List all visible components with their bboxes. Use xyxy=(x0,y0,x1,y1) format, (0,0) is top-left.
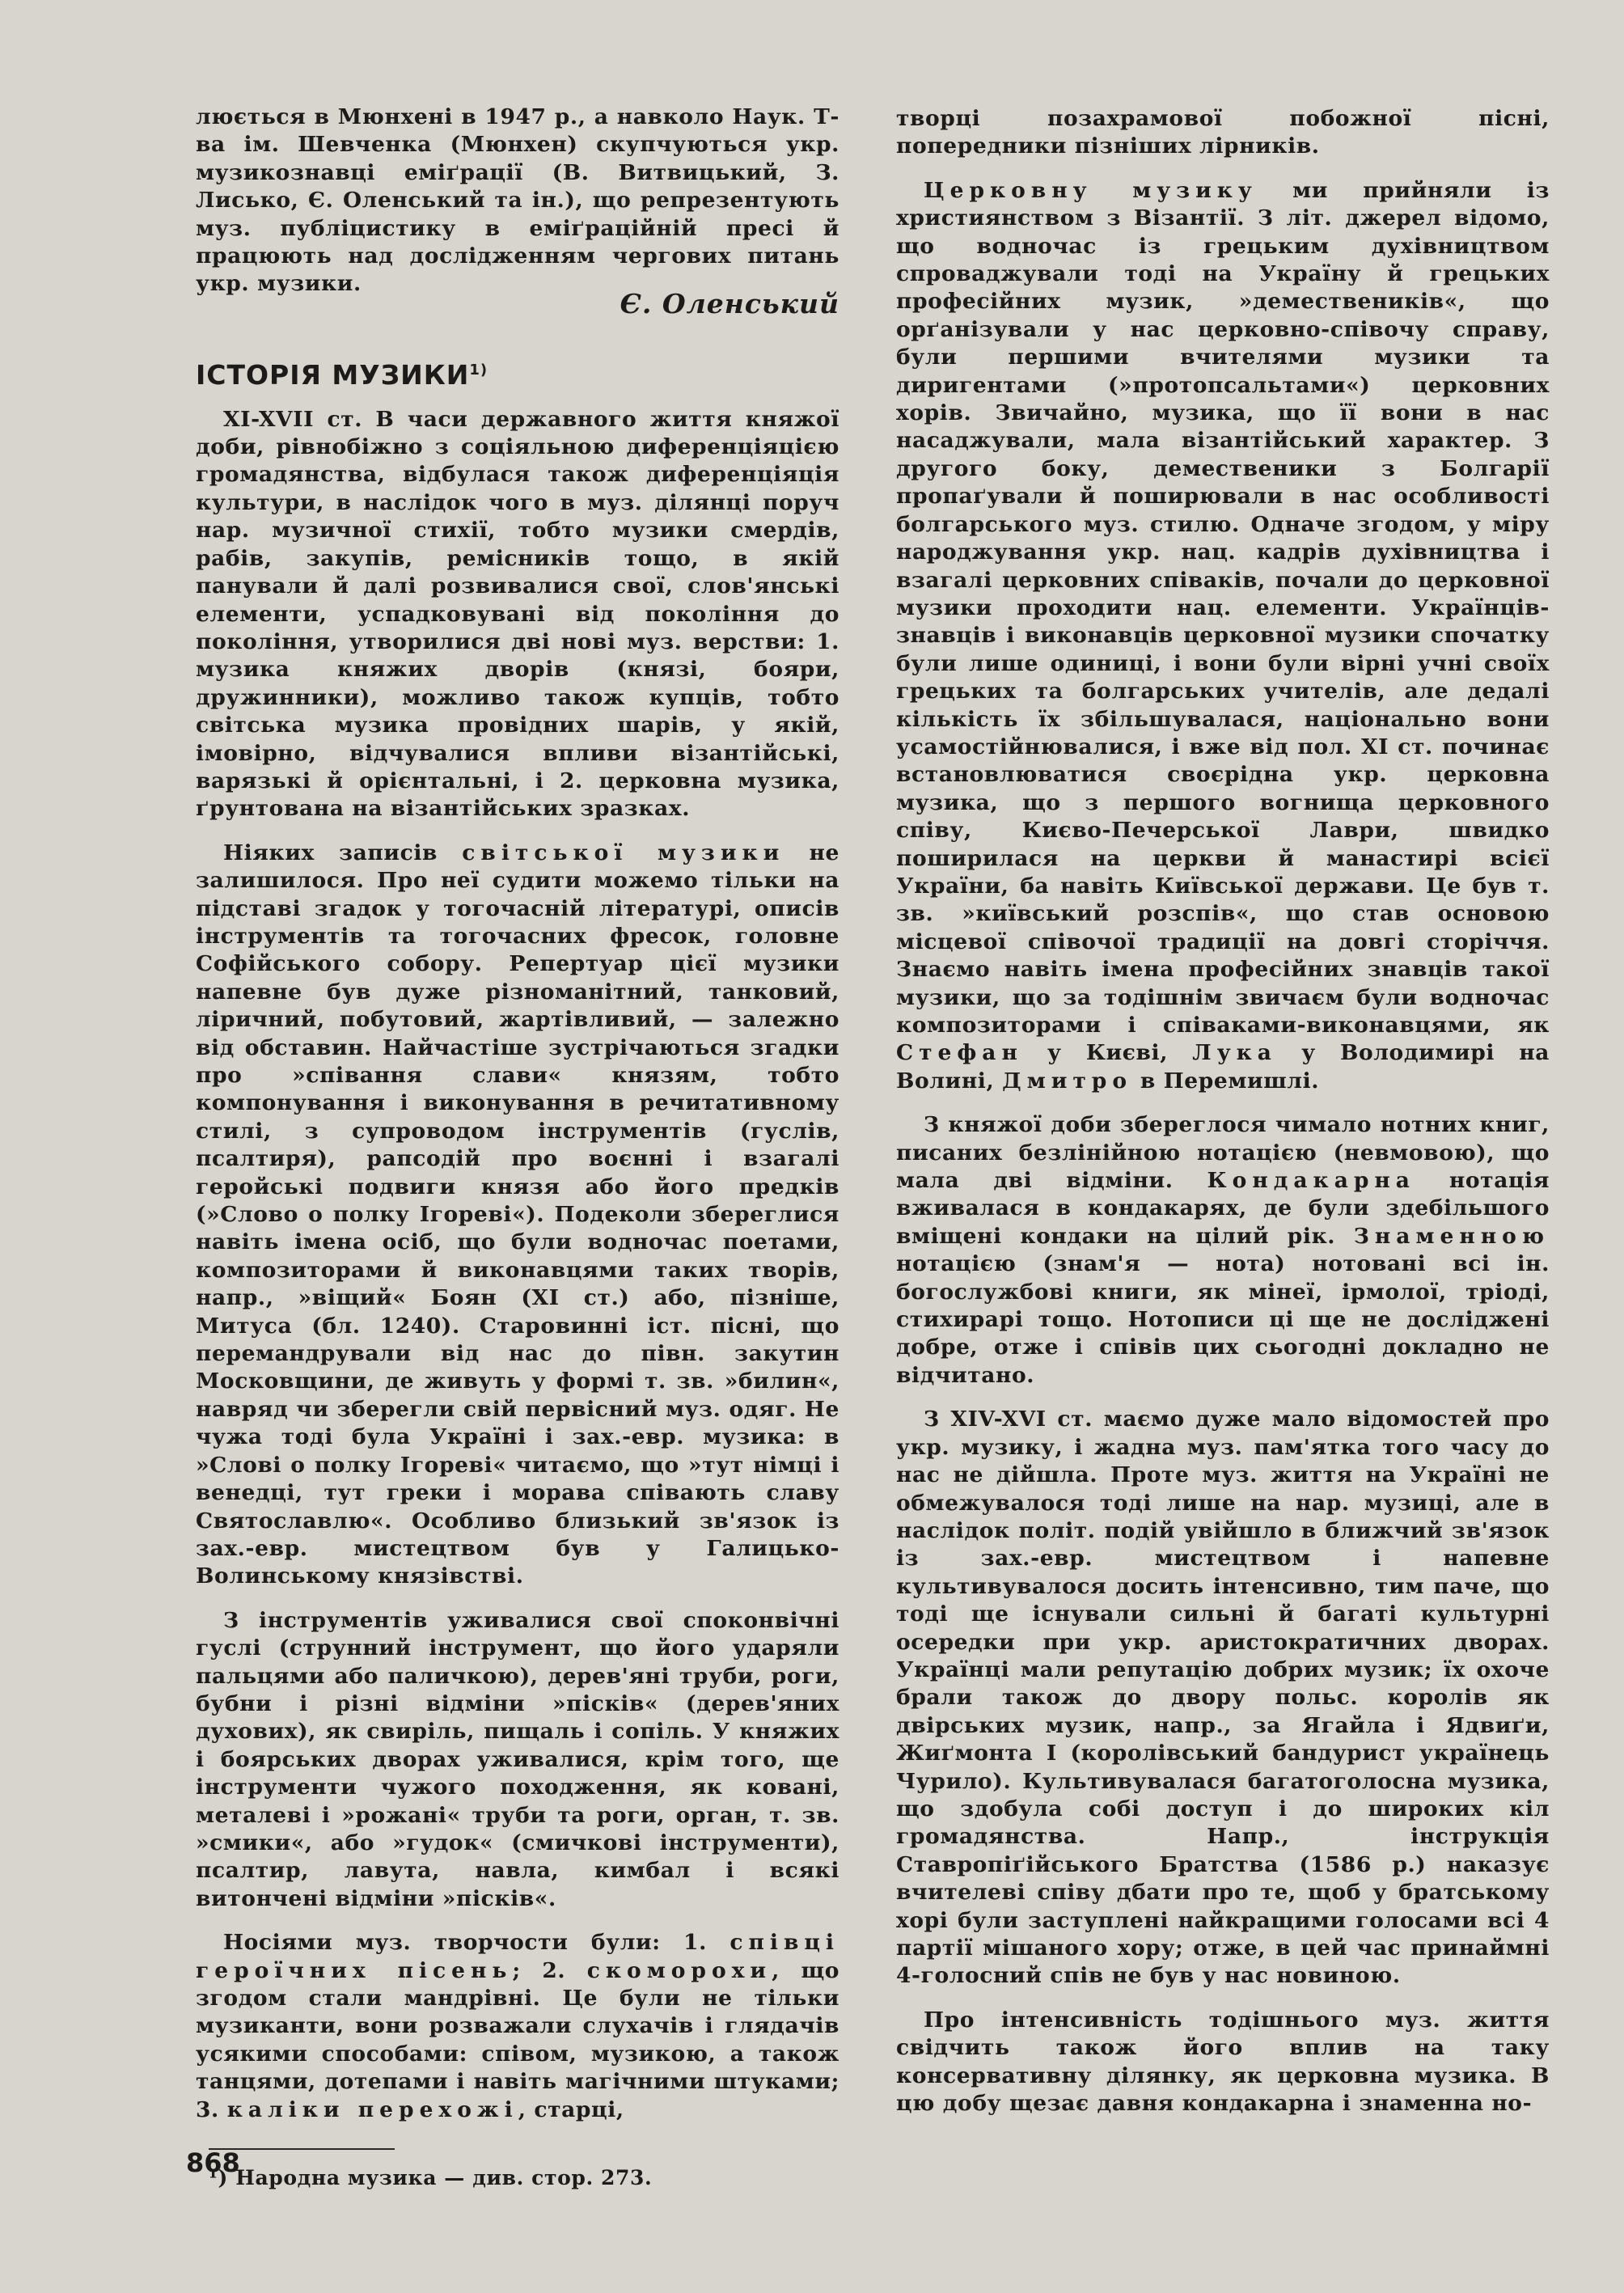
period-lead: XI-XVII ст. xyxy=(223,406,363,432)
left-column xyxy=(196,104,839,2192)
spaced-name: Стефан xyxy=(896,1040,1023,1066)
paragraph-music-bearers: Носіями муз. творчости були: 1. співці героїчних пісень; 2. скоморохи, що згодом стали мандрівні. Це були не тільки музиканти, вони розважали слухачів і глядачів усякими способами: співом, музикою, а також танцями, дотепами і навіть магічними штуками; 3. каліки перехожі, старці, xyxy=(196,1930,840,2122)
section-title-text: ІСТОРІЯ МУЗИКИ xyxy=(196,359,470,391)
footnote-mark: 1) xyxy=(469,362,488,379)
paragraph-intensity: Про інтенсивність тодішнього муз. життя свідчить також його вплив на таку консервативну ділянку, як церковна музика. В цю добу щезає давня кондакарна і знаменна но- xyxy=(896,2007,1550,2117)
footnote: ¹) Народна музика — див. стор. 273. xyxy=(209,2166,653,2190)
paragraph-continuation: творці позахрамової побожної пісні, попередники пізніших лірників. xyxy=(896,106,1550,159)
paragraph-11-17-century: XI-XVII ст. В часи державного життя княжої доби, рівнобіжно з соціяльною диференціяцією громадянства, відбулася також диференціяція культури, в наслідок чого в муз. ділянці поруч нар. музичної стихії, тобто музики смердів, рабів, закупів, ремісників тощо, в якій панували й далі розвивалися свої, слов'янські елементи, успадковувані від покоління до покоління, утворилися дві нові муз. верстви: 1. музика княжих дворів (князі, бояри, дружинники), можливо також купців, тобто світська музика провідних шарів, у якій, імовірно, відчувалися впливи візантійські, варязькі й орієнтальні, і 2. церковна музика, ґрунтована на візантійських зразках. xyxy=(196,406,839,822)
paragraph-secular-music: Ніяких записів світської музики не залишилося. Про неї судити можемо тільки на підставі згадок у тогочасній літературі, описів інструментів та тогочасних фресок, головне Софійського собору. Репертуар цієї музики напевне був дуже різноманітний, танковий, ліричний, побутовий, жартівливий, — залежно від обставин. Найчастіше зустрічаються згадки про »співання слави« князям, тобто компонування і виконування в речитативному стилі, з супроводом інструментів (гуслів, псалтиря), рапсодій про воєнні і взагалі геройські подвиги князя або його предків (»Слово о полку Ігореві«). Подеколи збереглися навіть імена осіб, що були водночас поетами, композиторами й виконавцями таких творів, напр., »віщий« Боян (XI ст.) або, пізніше, Митуса (бл. 1240). Старовинні іст. пісні, що перемандрували від нас до півн. закутин Московщини, де живуть у формі т. зв. »билин«, навряд чи зберегли свій первісний муз. одяг. Не чужа тоді була Україні і зах.-евр. музика: в »Слові о полку Ігореві« читаємо, що »тут німці і венедці, тут греки і морава співають славу Святославлю«. Особливо близький зв'язок із зах.-евр. мистецтвом був у Галицько-Волинському князівстві. xyxy=(196,840,839,1589)
spaced-term: Кондакарна xyxy=(1207,1168,1415,1194)
spaced-term: Церковну музику xyxy=(924,177,1258,203)
section-title xyxy=(196,357,839,389)
period-lead: З XIV-XVI ст. xyxy=(924,1407,1093,1432)
spaced-name: Лука xyxy=(1192,1040,1277,1066)
paragraph-church-music: Церковну музику ми прийняли із християнством з Візантії. З літ. джерел відомо, що водночас із грецьким духівництвом спроваджували тоді на Україну й грецьких професійних музик, »демествеників«, що орґанізували у нас церковно-співочу справу, були першими вчителями музики та диригентами (»протопсальтами«) церковних хорів. Звичайно, музика, що її вони в нас насаджували, мала візантійський характер. З другого боку, демественики з Болгарії пропаґували й поширювали в нас особливості болгарського муз. стилю. Одначе згодом, у міру народжування укр. нац. кадрів духівництва і взагалі церковних співаків, почали до церковної музики проходити нац. елементи. Українців-знавців і виконавців церковної музики спочатку були лише одиниці, і вони були вірні учні своїх грецьких та болгарських учителів, але дедалі кількість їх збільшувалася, національно вони усамостійнювалися, і вже від пол. XI ст. починає встановлюватися своєрідна укр. церковна музика, що з першого вогнища церковного співу, Києво-Печерської Лаври, швидко поширилася на церкви й манастирі всієї України, ба навіть Київської держави. Це був т. зв. »київський розспів«, що став основою місцевої співочої традиції на довгі сторіччя. Знаємо навіть імена професійних знавців такої музики, що за тодішнім звичаєм були водночас композиторами і співаками-виконавцями, як Стефан у Києві, Лука у Володимирі на Волині, Дмитро в Перемишлі. xyxy=(896,177,1550,1094)
paragraph-notation: З княжої доби збереглося чимало нотних книг, писаних безлінійною нотацією (невмовою), що мала дві відміни. Кондакарна нотація вживалася в кондакарях, де були здебільшого вміщені кондаки на цілий рік. Знаменною нотацією (знам'я — нота) нотовані всі ін. богослужбові книги, як мінеї, ірмолої, тріоді, стихирарі тощо. Нотописи ці ще не досліджені добре, отже і співів цих сьогодні докладно не відчитано. xyxy=(896,1112,1550,1388)
spaced-term: Знаменною xyxy=(1353,1223,1550,1249)
spaced-term: світської музики xyxy=(462,840,785,865)
intro-paragraph: люється в Мюнхені в 1947 р., а навколо Наук. Т-ва ім. Шевченка (Мюнхен) скупчуються укр. музикознавці еміґрації (В. Витвицький, З. Лисько, Є. Оленський та ін.), що репрезентують муз. публіцистику в еміґраційній пресі й працюють над дослідженням чергових питань укр. музики. xyxy=(196,104,839,297)
spaced-name: Дмитро xyxy=(1002,1068,1133,1094)
paragraph-14-16-century: З XIV-XVI ст. маємо дуже мало відомостей про укр. музику, і жадна муз. пам'ятка того часу до нас не дійшла. Проте муз. життя на Україні не обмежувалося тоді лише на нар. музиці, але в наслідок політ. подій увійшло в ближчий зв'язок із зах.-евр. мистецтвом і напевне культивувалося досить інтенсивно, тим паче, що тоді ще існували сильні й багаті культурні осередки при укр. аристократичних дворах. Українці мали репутацію добрих музик; їх охоче брали також до двору польс. королів як двірських музик, напр., за Ягайла і Ядвиґи, Жиґмонта I (королівський бандурист українець Чурило). Культивувалася багатоголосна музика, що здобула собі доступ і до широких кіл громадянства. Напр., інструкція Ставропіґійського Братства (1586 р.) наказує вчителеві співу дбати про те, щоб у братському хорі були заступлені найкращими голосами всі 4 партії мішаного хору; отже, в цей час принаймні 4-голосний спів не був у нас новиною. xyxy=(896,1407,1550,1989)
page-number: 868 xyxy=(186,2147,240,2178)
right-column xyxy=(896,105,1550,2134)
spaced-term: каліки перехожі xyxy=(226,2096,518,2122)
spaced-term: скоморохи xyxy=(586,1957,772,1983)
paragraph-instruments: З інструментів уживалися свої споконвічні гуслі (струнний інструмент, що його ударяли пальцями або паличкою), дерев'яні труби, роги, бубни і різні відміни »пісків« (дерев'яних духових), як свиріль, пищаль і сопіль. У княжих і боярських дворах уживалися, крім того, ще інструменти чужого походження, як ковані, металеві і »рожані« труби та роги, орган, т. зв. »смики«, або »гудок« (смичкові інструменти), псалтир, лавута, навла, кимбал і всякі витончені відміни »пісків«. xyxy=(196,1607,839,1911)
spaced-term: співці героїчних пісень xyxy=(196,1930,839,1983)
author-signature: Є. Оленський xyxy=(620,287,839,319)
